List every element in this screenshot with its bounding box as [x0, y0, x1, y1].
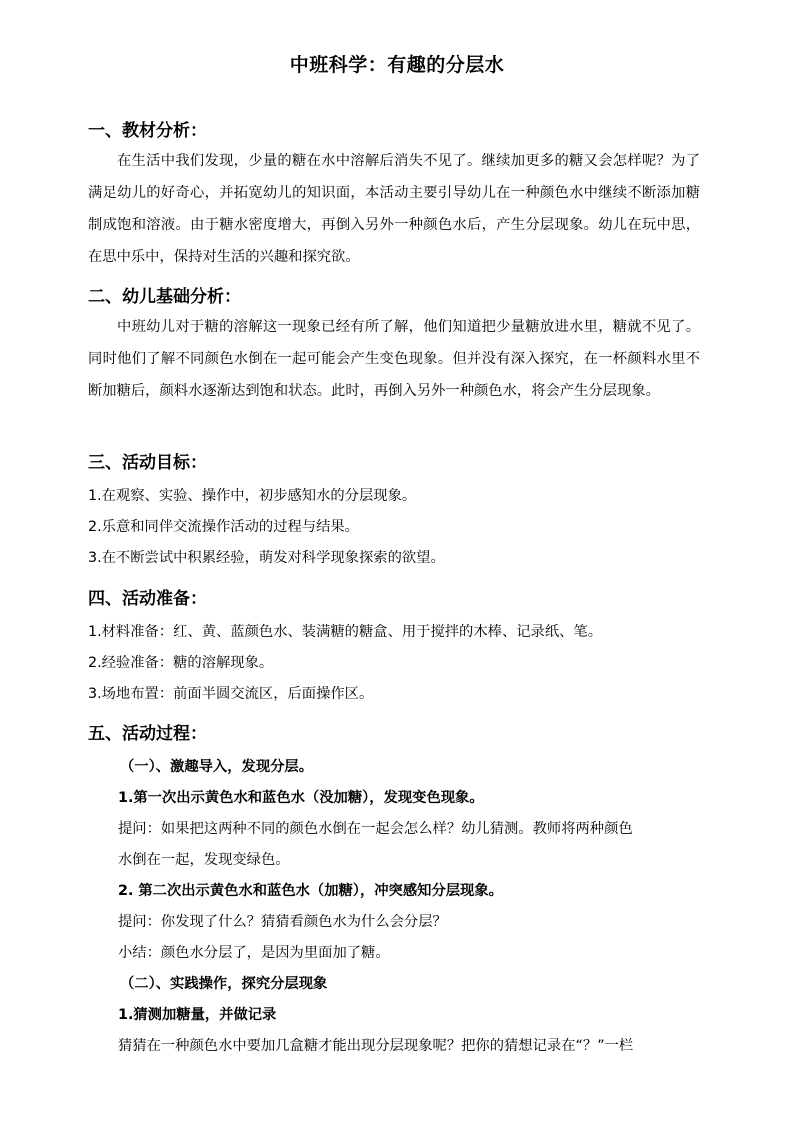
part-1-step-2-question: 提问：你发现了什么？猜猜看颜色水为什么会分层？: [118, 914, 447, 930]
section-2-paragraph: 中班幼儿对于糖的溶解这一现象已经有所了解，他们知道把少量糖放进水里，糖就不见了。同时他们了解不同颜色水倒在一起可能会产生变色现象。但并没有深入探究，在一杯颜料水里不断加糖后，颜料水逐渐达到饱和状态。此时，再倒入另外一种颜色水，将会产生分层现象。: [88, 319, 700, 399]
prep-item-2: 2.经验准备：糖的溶解现象。: [88, 655, 274, 671]
prep-item-3: 3.场地布置：前面半圆交流区，后面操作区。: [88, 686, 374, 702]
section-3-heading: 三、活动目标：: [88, 453, 207, 473]
part-1-step-1-line-1: 提问：如果把这两种不同的颜色水倒在一起会怎么样？幼儿猜测。教师将两种颜色: [118, 821, 633, 837]
part-2-step-1-title: 1.猜测加糖量，并做记录: [118, 1007, 277, 1023]
section-4-heading: 四、活动准备：: [88, 589, 207, 609]
part-1-step-1-title: 1.第一次出示黄色水和蓝色水（没加糖），发现变色现象。: [118, 790, 484, 806]
part-1-title: （一）、激趣导入，发现分层。: [120, 759, 314, 775]
goal-item-3: 3.在不断尝试中积累经验，萌发对科学现象探索的欲望。: [88, 550, 445, 566]
part-1-step-1-line-2: 水倒在一起，发现变绿色。: [118, 852, 290, 868]
document-title: 中班科学：有趣的分层水: [289, 54, 505, 76]
section-1-paragraph: 在生活中我们发现，少量的糖在水中溶解后消失不见了。继续加更多的糖又会怎样呢？为了满足幼儿的好奇心，并拓宽幼儿的知识面，本活动主要引导幼儿在一种颜色水中继续不断添加糖制成饱和溶液。由于糖水密度增大，再倒入另外一种颜色水后，产生分层现象。幼儿在玩中思，在思中乐中，保持对生活的兴趣和探究欲。: [88, 153, 700, 265]
section-2-heading: 二、幼儿基础分析：: [88, 287, 241, 307]
part-2-step-1-text: 猜猜在一种颜色水中要加几盒糖才能出现分层现象呢？把你的猜想记录在“？”一栏: [118, 1038, 634, 1054]
part-1-step-2-title: 2. 第二次出示黄色水和蓝色水（加糖），冲突感知分层现象。: [118, 883, 503, 899]
section-5-heading: 五、活动过程：: [88, 724, 207, 744]
prep-item-1: 1.材料准备：红、黄、蓝颜色水、装满糖的糖盒、用于搅拌的木棒、记录纸、笔。: [88, 624, 603, 640]
goal-item-2: 2.乐意和同伴交流操作活动的过程与结果。: [88, 519, 359, 535]
part-1-step-2-summary: 小结：颜色水分层了，是因为里面加了糖。: [118, 945, 390, 961]
part-2-title: （二）、实践操作，探究分层现象: [120, 976, 328, 992]
section-1-heading: 一、教材分析：: [88, 121, 207, 141]
goal-item-1: 1.在观察、实验、操作中，初步感知水的分层现象。: [88, 488, 417, 504]
